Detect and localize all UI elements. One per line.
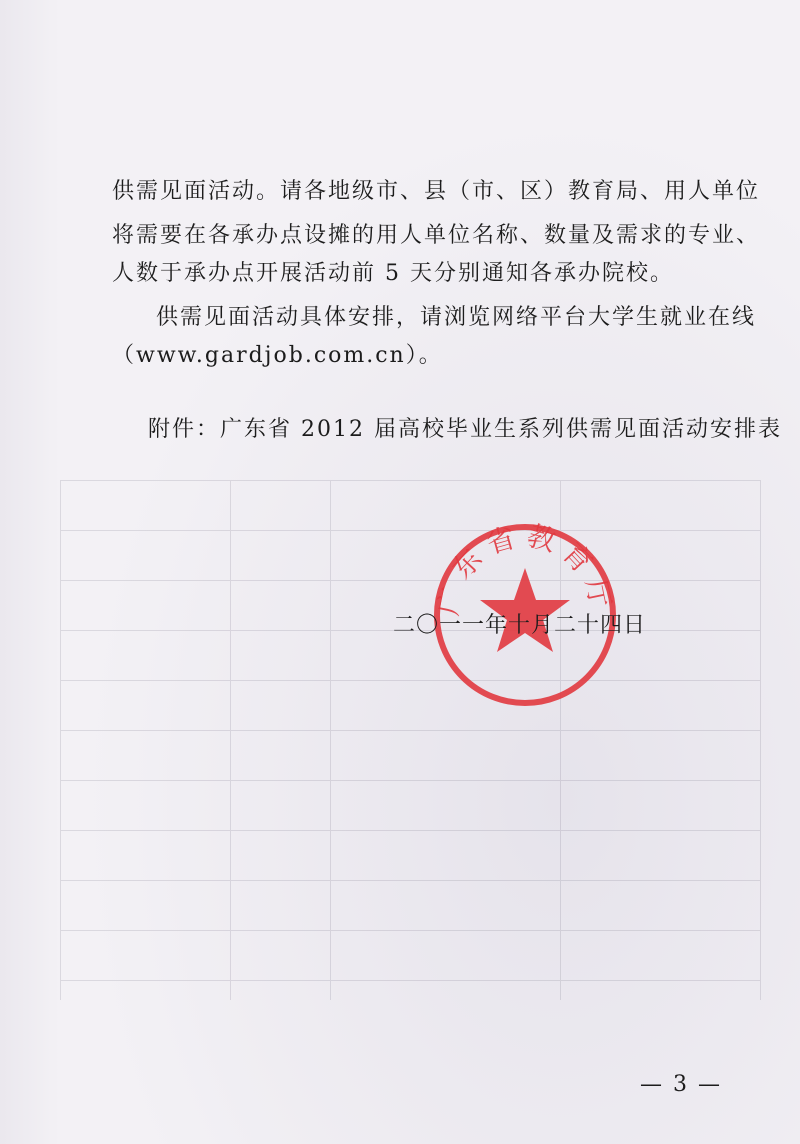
bleed-through-table [60,480,780,1040]
body-line-1: 供需见面活动。请各地级市、县（市、区）教育局、用人单位 [112,179,761,204]
attachment-line: 附件：广东省 2012 届高校毕业生系列供需见面活动安排表 [148,417,782,442]
body-line-4: 供需见面活动具体安排，请浏览网络平台大学生就业在线 [156,305,757,330]
body-line-5-url: （www.gardjob.com.cn）。 [112,343,443,368]
seal-text: 广东省教育厅 [431,520,619,619]
body-line-3: 人数于承办点开展活动前 5 天分别通知各承办院校。 [112,261,674,286]
body-line-2: 将需要在各承办点设摊的用人单位名称、数量及需求的专业、 [112,223,761,248]
issue-date: 二〇一一年十月二十四日 [393,613,647,638]
page-number: — 3 — [640,1072,722,1097]
